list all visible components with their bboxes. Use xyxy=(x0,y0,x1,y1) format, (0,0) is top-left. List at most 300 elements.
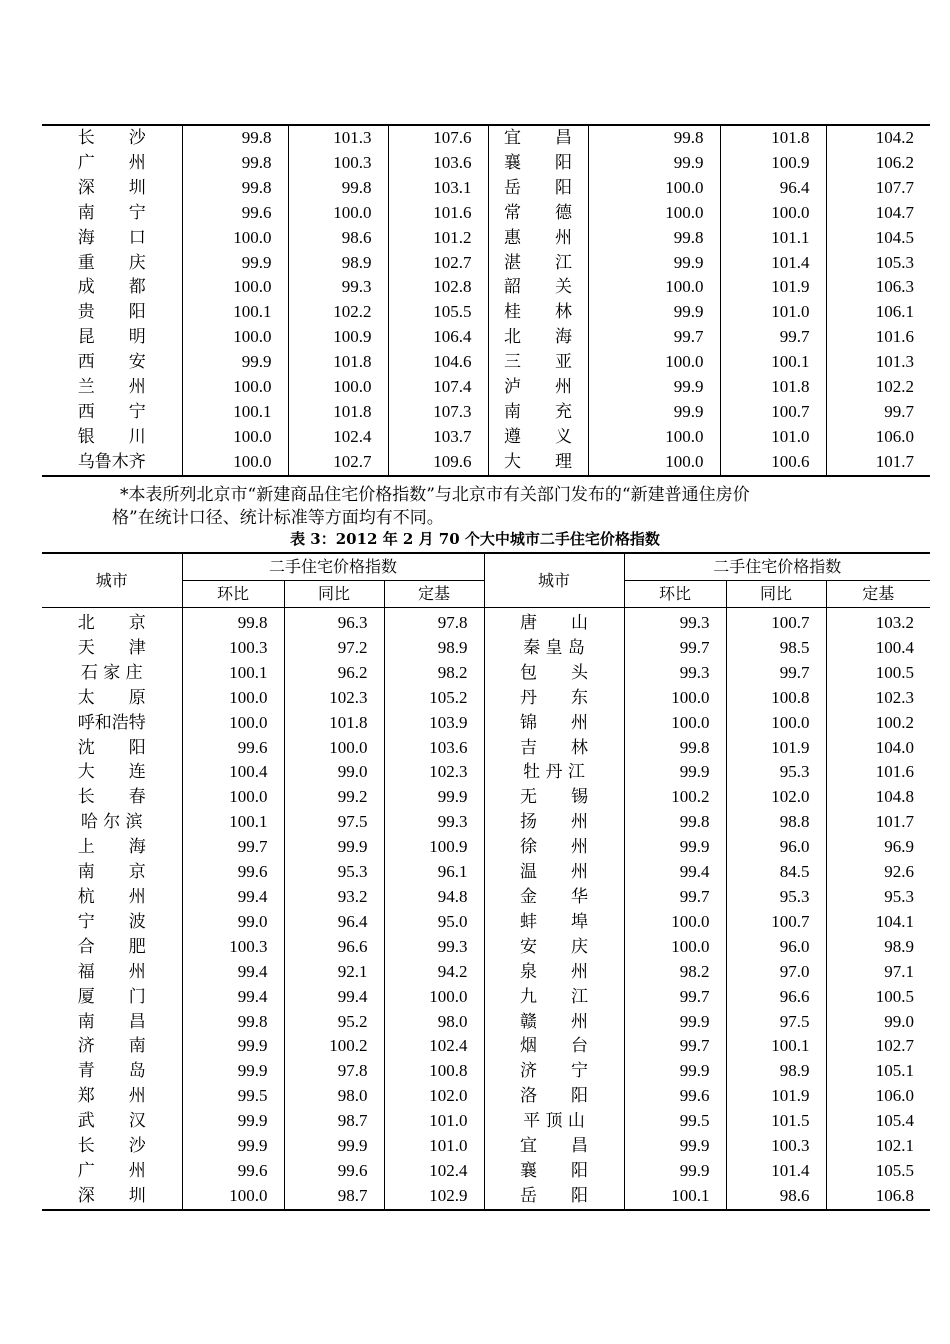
index-base: 106.2 xyxy=(875,152,914,172)
index-yoy: 101.8 xyxy=(720,375,826,400)
table-row xyxy=(42,960,930,985)
index-base: 100.5 xyxy=(875,986,915,1006)
index-yoy: 96.6 xyxy=(726,985,826,1010)
index-yoy: 84.5 xyxy=(726,860,826,885)
city-name: 长 沙 xyxy=(42,1134,182,1159)
table-row xyxy=(42,1184,930,1210)
index-yoy: 100.9 xyxy=(720,151,826,176)
table-row xyxy=(42,910,930,935)
index-yoy: 100.1 xyxy=(726,1034,826,1059)
index-yoy: 95.3 xyxy=(726,760,826,785)
city-name: 杭 州 xyxy=(42,885,182,910)
index-mom: 100.0 xyxy=(624,686,726,711)
index-yoy: 95.3 xyxy=(726,885,826,910)
city-name: 吉 林 xyxy=(484,736,624,761)
index-mom: 99.7 xyxy=(624,1034,726,1059)
city-name: 南 昌 xyxy=(42,1010,182,1035)
city-name: 重 庆 xyxy=(42,251,182,276)
index-yoy: 101.4 xyxy=(720,251,826,276)
table-row xyxy=(42,835,930,860)
table-row xyxy=(42,985,930,1010)
index-yoy: 98.6 xyxy=(288,226,388,251)
table-row xyxy=(42,760,930,785)
index-base: 101.0 xyxy=(384,1134,484,1159)
table-row xyxy=(42,935,930,960)
index-mom: 100.3 xyxy=(182,636,284,661)
index-mom: 100.0 xyxy=(588,275,720,300)
index-yoy: 97.0 xyxy=(726,960,826,985)
city-name: 遵 义 xyxy=(488,425,588,450)
index-base: 107.4 xyxy=(388,375,488,400)
index-yoy: 95.2 xyxy=(284,1010,384,1035)
index-yoy: 100.3 xyxy=(726,1134,826,1159)
index-base: 106.8 xyxy=(875,1185,915,1205)
index-base: 106.1 xyxy=(875,302,914,322)
city-name: 武 汉 xyxy=(42,1109,182,1134)
index-mom: 99.8 xyxy=(182,1010,284,1035)
city-name: 沈 阳 xyxy=(42,736,182,761)
index-base: 101.2 xyxy=(388,226,488,251)
city-name: 西 宁 xyxy=(42,400,182,425)
index-mom: 99.7 xyxy=(182,835,284,860)
city-name: 岳 阳 xyxy=(488,176,588,201)
table-row xyxy=(42,226,930,251)
city-name: 乌鲁木齐 xyxy=(42,450,182,476)
city-name: 成 都 xyxy=(42,275,182,300)
index-mom: 99.7 xyxy=(624,636,726,661)
index-yoy: 97.2 xyxy=(284,636,384,661)
city-name: 洛 阳 xyxy=(484,1084,624,1109)
index-base: 100.2 xyxy=(875,712,915,732)
city-name: 北 京 xyxy=(42,608,182,636)
city-name: 唐 山 xyxy=(484,608,624,636)
index-mom: 99.9 xyxy=(182,1034,284,1059)
index-base: 92.6 xyxy=(884,862,915,882)
index-yoy: 100.0 xyxy=(726,711,826,736)
index-base: 101.7 xyxy=(875,812,915,832)
city-name: 宜 昌 xyxy=(488,125,588,151)
index-mom: 99.8 xyxy=(624,810,726,835)
index-base: 104.5 xyxy=(875,227,914,247)
index-mom: 98.2 xyxy=(624,960,726,985)
table3-title: 表 3：2012 年 2 月 70 个大中城市二手住宅价格指数 xyxy=(290,530,660,548)
table-row xyxy=(42,251,930,276)
city-name: 广 州 xyxy=(42,1159,182,1184)
index-yoy: 98.9 xyxy=(726,1059,826,1084)
city-name: 襄 阳 xyxy=(488,151,588,176)
index-base: 96.1 xyxy=(384,860,484,885)
city-name: 青 岛 xyxy=(42,1059,182,1084)
index-mom: 100.0 xyxy=(182,425,288,450)
index-yoy: 98.8 xyxy=(726,810,826,835)
table-row xyxy=(42,1034,930,1059)
city-name: 扬 州 xyxy=(484,810,624,835)
city-name: 秦 皇 岛 xyxy=(484,636,624,661)
index-mom: 99.8 xyxy=(182,125,288,151)
index-mom: 100.0 xyxy=(182,1184,284,1210)
table-row xyxy=(42,711,930,736)
index-mom: 99.9 xyxy=(588,251,720,276)
index-yoy: 98.0 xyxy=(284,1084,384,1109)
index-mom: 99.4 xyxy=(182,985,284,1010)
city-name: 大 连 xyxy=(42,760,182,785)
index-mom: 99.0 xyxy=(182,910,284,935)
index-base: 103.6 xyxy=(388,151,488,176)
index-base: 105.4 xyxy=(875,1111,915,1131)
index-mom: 99.9 xyxy=(182,1109,284,1134)
city-name: 郑 州 xyxy=(42,1084,182,1109)
table-row xyxy=(42,125,930,151)
index-yoy: 96.4 xyxy=(720,176,826,201)
header-yoy-left: 同比 xyxy=(284,581,384,608)
table-row xyxy=(42,176,930,201)
city-name: 广 州 xyxy=(42,151,182,176)
index-mom: 99.7 xyxy=(624,885,726,910)
index-yoy: 101.8 xyxy=(288,350,388,375)
index-yoy: 100.0 xyxy=(284,736,384,761)
table-row xyxy=(42,860,930,885)
index-base: 103.9 xyxy=(384,711,484,736)
index-yoy: 99.8 xyxy=(288,176,388,201)
table-row xyxy=(42,201,930,226)
index-mom: 100.0 xyxy=(588,176,720,201)
index-yoy: 101.0 xyxy=(720,300,826,325)
index-mom: 99.9 xyxy=(588,151,720,176)
index-base: 102.8 xyxy=(388,275,488,300)
index-yoy: 101.3 xyxy=(288,125,388,151)
index-yoy: 101.4 xyxy=(726,1159,826,1184)
index-mom: 100.2 xyxy=(624,785,726,810)
header-yoy-right: 同比 xyxy=(726,581,826,608)
city-name: 石 家 庄 xyxy=(42,661,182,686)
index-yoy: 95.3 xyxy=(284,860,384,885)
index-mom: 100.0 xyxy=(588,201,720,226)
index-base: 99.3 xyxy=(384,810,484,835)
index-mom: 99.3 xyxy=(624,661,726,686)
index-yoy: 98.6 xyxy=(726,1184,826,1210)
index-yoy: 100.3 xyxy=(288,151,388,176)
index-base: 98.0 xyxy=(384,1010,484,1035)
city-name: 三 亚 xyxy=(488,350,588,375)
index-mom: 99.4 xyxy=(182,885,284,910)
index-yoy: 96.0 xyxy=(726,935,826,960)
index-yoy: 100.9 xyxy=(288,325,388,350)
city-name: 天 津 xyxy=(42,636,182,661)
table-footnote-line1: *本表所列北京市“新建商品住宅价格指数”与北京市有关部门发布的“新建普通住房价 xyxy=(120,485,750,505)
index-yoy: 102.4 xyxy=(288,425,388,450)
index-mom: 100.0 xyxy=(624,711,726,736)
index-mom: 100.0 xyxy=(624,910,726,935)
index-mom: 99.9 xyxy=(182,1134,284,1159)
table2-continued xyxy=(42,124,930,477)
index-mom: 99.6 xyxy=(182,201,288,226)
city-name: 福 州 xyxy=(42,960,182,985)
index-yoy: 102.2 xyxy=(288,300,388,325)
city-name: 常 德 xyxy=(488,201,588,226)
table-row xyxy=(42,1084,930,1109)
index-base: 107.7 xyxy=(875,177,914,197)
index-yoy: 97.5 xyxy=(726,1010,826,1035)
index-base: 100.9 xyxy=(384,835,484,860)
index-mom: 99.6 xyxy=(182,1159,284,1184)
city-name: 海 口 xyxy=(42,226,182,251)
index-base: 103.1 xyxy=(388,176,488,201)
index-base: 103.7 xyxy=(388,425,488,450)
index-yoy: 100.8 xyxy=(726,686,826,711)
index-base: 102.9 xyxy=(384,1184,484,1210)
city-name: 南 宁 xyxy=(42,201,182,226)
city-name: 贵 阳 xyxy=(42,300,182,325)
index-base: 100.5 xyxy=(875,662,915,682)
index-yoy: 101.9 xyxy=(726,1084,826,1109)
index-base: 101.6 xyxy=(875,762,915,782)
index-mom: 99.9 xyxy=(182,350,288,375)
index-mom: 100.1 xyxy=(182,810,284,835)
index-base: 98.9 xyxy=(384,636,484,661)
index-mom: 99.6 xyxy=(182,860,284,885)
index-yoy: 101.8 xyxy=(720,125,826,151)
table-row xyxy=(42,325,930,350)
table-row xyxy=(42,810,930,835)
header-group-right: 二手住宅价格指数 xyxy=(713,557,842,576)
index-mom: 99.7 xyxy=(588,325,720,350)
index-mom: 100.1 xyxy=(182,300,288,325)
table-row xyxy=(42,608,930,636)
index-yoy: 101.9 xyxy=(720,275,826,300)
index-mom: 100.4 xyxy=(182,760,284,785)
table-row xyxy=(42,151,930,176)
index-yoy: 100.7 xyxy=(726,910,826,935)
index-base: 95.3 xyxy=(884,886,915,906)
city-name: 岳 阳 xyxy=(484,1184,624,1210)
table-row xyxy=(42,400,930,425)
index-base: 102.7 xyxy=(388,251,488,276)
index-base: 94.8 xyxy=(384,885,484,910)
index-yoy: 93.2 xyxy=(284,885,384,910)
index-base: 102.0 xyxy=(384,1084,484,1109)
index-yoy: 96.2 xyxy=(284,661,384,686)
index-base: 98.9 xyxy=(884,936,915,956)
table-row xyxy=(42,275,930,300)
city-name: 南 京 xyxy=(42,860,182,885)
index-yoy: 99.4 xyxy=(284,985,384,1010)
table-footnote-line2: 格”在统计口径、统计标准等方面均有不同。 xyxy=(112,508,444,528)
city-name: 厦 门 xyxy=(42,985,182,1010)
index-base: 100.8 xyxy=(384,1059,484,1084)
index-yoy: 92.1 xyxy=(284,960,384,985)
table-row xyxy=(42,1010,930,1035)
index-base: 104.7 xyxy=(875,202,914,222)
index-yoy: 99.9 xyxy=(284,1134,384,1159)
index-mom: 99.6 xyxy=(182,736,284,761)
index-mom: 100.0 xyxy=(182,275,288,300)
header-base-right: 定基 xyxy=(826,581,930,608)
city-name: 合 肥 xyxy=(42,935,182,960)
table-row xyxy=(42,450,930,476)
index-yoy: 100.0 xyxy=(288,201,388,226)
table3 xyxy=(42,552,930,1211)
city-name: 兰 州 xyxy=(42,375,182,400)
city-name: 牡 丹 江 xyxy=(484,760,624,785)
index-base: 95.0 xyxy=(384,910,484,935)
index-mom: 99.9 xyxy=(624,1059,726,1084)
index-base: 102.7 xyxy=(875,1036,915,1056)
city-name: 长 沙 xyxy=(42,125,182,151)
index-mom: 100.0 xyxy=(182,711,284,736)
city-name: 桂 林 xyxy=(488,300,588,325)
city-name: 银 川 xyxy=(42,425,182,450)
index-yoy: 99.3 xyxy=(288,275,388,300)
index-mom: 99.9 xyxy=(588,400,720,425)
index-mom: 99.6 xyxy=(624,1084,726,1109)
city-name: 深 圳 xyxy=(42,176,182,201)
index-base: 94.2 xyxy=(384,960,484,985)
city-name: 包 头 xyxy=(484,661,624,686)
index-mom: 99.8 xyxy=(182,151,288,176)
index-base: 104.6 xyxy=(388,350,488,375)
city-name: 上 海 xyxy=(42,835,182,860)
index-base: 102.3 xyxy=(384,760,484,785)
table-row xyxy=(42,1159,930,1184)
index-yoy: 100.1 xyxy=(720,350,826,375)
index-mom: 99.9 xyxy=(624,1159,726,1184)
index-yoy: 96.3 xyxy=(284,608,384,636)
index-yoy: 98.7 xyxy=(284,1109,384,1134)
city-name: 丹 东 xyxy=(484,686,624,711)
index-mom: 100.0 xyxy=(182,785,284,810)
city-name: 哈 尔 滨 xyxy=(42,810,182,835)
index-yoy: 96.6 xyxy=(284,935,384,960)
city-name: 金 华 xyxy=(484,885,624,910)
index-yoy: 101.0 xyxy=(720,425,826,450)
city-name: 无 锡 xyxy=(484,785,624,810)
header-city-right: 城市 xyxy=(484,553,624,608)
index-mom: 99.9 xyxy=(624,760,726,785)
index-base: 101.0 xyxy=(384,1109,484,1134)
index-base: 106.3 xyxy=(875,277,914,297)
index-mom: 99.9 xyxy=(182,251,288,276)
index-base: 109.6 xyxy=(388,450,488,476)
city-name: 南 充 xyxy=(488,400,588,425)
index-yoy: 101.9 xyxy=(726,736,826,761)
index-mom: 100.0 xyxy=(588,425,720,450)
city-name: 大 理 xyxy=(488,450,588,476)
table-row xyxy=(42,425,930,450)
index-yoy: 100.7 xyxy=(720,400,826,425)
index-mom: 99.5 xyxy=(624,1109,726,1134)
index-yoy: 100.0 xyxy=(720,201,826,226)
index-yoy: 98.5 xyxy=(726,636,826,661)
table-row xyxy=(42,736,930,761)
index-yoy: 96.0 xyxy=(726,835,826,860)
index-base: 101.3 xyxy=(875,352,914,372)
index-yoy: 102.0 xyxy=(726,785,826,810)
header-base-left: 定基 xyxy=(384,581,484,608)
index-yoy: 100.2 xyxy=(284,1034,384,1059)
city-name: 赣 州 xyxy=(484,1010,624,1035)
city-name: 韶 关 xyxy=(488,275,588,300)
table-row xyxy=(42,1059,930,1084)
header-mom-right: 环比 xyxy=(624,581,726,608)
index-yoy: 101.1 xyxy=(720,226,826,251)
index-base: 97.1 xyxy=(884,961,915,981)
city-name: 锦 州 xyxy=(484,711,624,736)
index-mom: 100.0 xyxy=(624,935,726,960)
city-name: 温 州 xyxy=(484,860,624,885)
index-yoy: 99.7 xyxy=(726,661,826,686)
city-name: 泉 州 xyxy=(484,960,624,985)
index-mom: 99.8 xyxy=(182,176,288,201)
index-base: 105.5 xyxy=(388,300,488,325)
index-base: 101.7 xyxy=(875,451,914,471)
table3-header-row xyxy=(42,553,930,581)
table-row xyxy=(42,300,930,325)
index-mom: 100.3 xyxy=(182,935,284,960)
index-mom: 99.9 xyxy=(182,1059,284,1084)
index-base: 99.7 xyxy=(884,401,914,421)
index-mom: 100.0 xyxy=(588,450,720,476)
city-name: 济 南 xyxy=(42,1034,182,1059)
index-yoy: 100.0 xyxy=(288,375,388,400)
index-yoy: 101.5 xyxy=(726,1109,826,1134)
index-mom: 100.0 xyxy=(182,375,288,400)
table-row xyxy=(42,885,930,910)
table-row xyxy=(42,1109,930,1134)
index-yoy: 99.6 xyxy=(284,1159,384,1184)
index-base: 103.2 xyxy=(875,613,915,632)
city-name: 呼和浩特 xyxy=(42,711,182,736)
index-mom: 99.9 xyxy=(588,300,720,325)
index-mom: 99.4 xyxy=(624,860,726,885)
index-mom: 99.5 xyxy=(182,1084,284,1109)
index-base: 102.1 xyxy=(875,1136,915,1156)
table-row xyxy=(42,1134,930,1159)
index-yoy: 97.8 xyxy=(284,1059,384,1084)
index-base: 106.0 xyxy=(875,426,914,446)
table-row xyxy=(42,375,930,400)
index-yoy: 102.3 xyxy=(284,686,384,711)
index-yoy: 101.8 xyxy=(284,711,384,736)
index-mom: 99.9 xyxy=(624,1010,726,1035)
index-mom: 100.0 xyxy=(182,686,284,711)
index-base: 103.6 xyxy=(384,736,484,761)
index-base: 106.0 xyxy=(875,1086,915,1106)
index-yoy: 100.6 xyxy=(720,450,826,476)
city-name: 长 春 xyxy=(42,785,182,810)
index-mom: 99.7 xyxy=(624,985,726,1010)
index-base: 97.8 xyxy=(384,608,484,636)
index-base: 98.2 xyxy=(384,661,484,686)
index-yoy: 99.2 xyxy=(284,785,384,810)
index-yoy: 102.7 xyxy=(288,450,388,476)
city-name: 昆 明 xyxy=(42,325,182,350)
city-name: 平 顶 山 xyxy=(484,1109,624,1134)
city-name: 西 安 xyxy=(42,350,182,375)
index-base: 102.2 xyxy=(875,377,914,397)
index-yoy: 98.9 xyxy=(288,251,388,276)
index-mom: 100.0 xyxy=(182,226,288,251)
index-mom: 99.8 xyxy=(588,125,720,151)
table-row xyxy=(42,636,930,661)
index-mom: 100.0 xyxy=(182,450,288,476)
index-base: 99.3 xyxy=(384,935,484,960)
index-yoy: 96.4 xyxy=(284,910,384,935)
index-mom: 100.0 xyxy=(182,325,288,350)
city-name: 泸 州 xyxy=(488,375,588,400)
city-name: 襄 阳 xyxy=(484,1159,624,1184)
index-mom: 99.4 xyxy=(182,960,284,985)
city-name: 太 原 xyxy=(42,686,182,711)
